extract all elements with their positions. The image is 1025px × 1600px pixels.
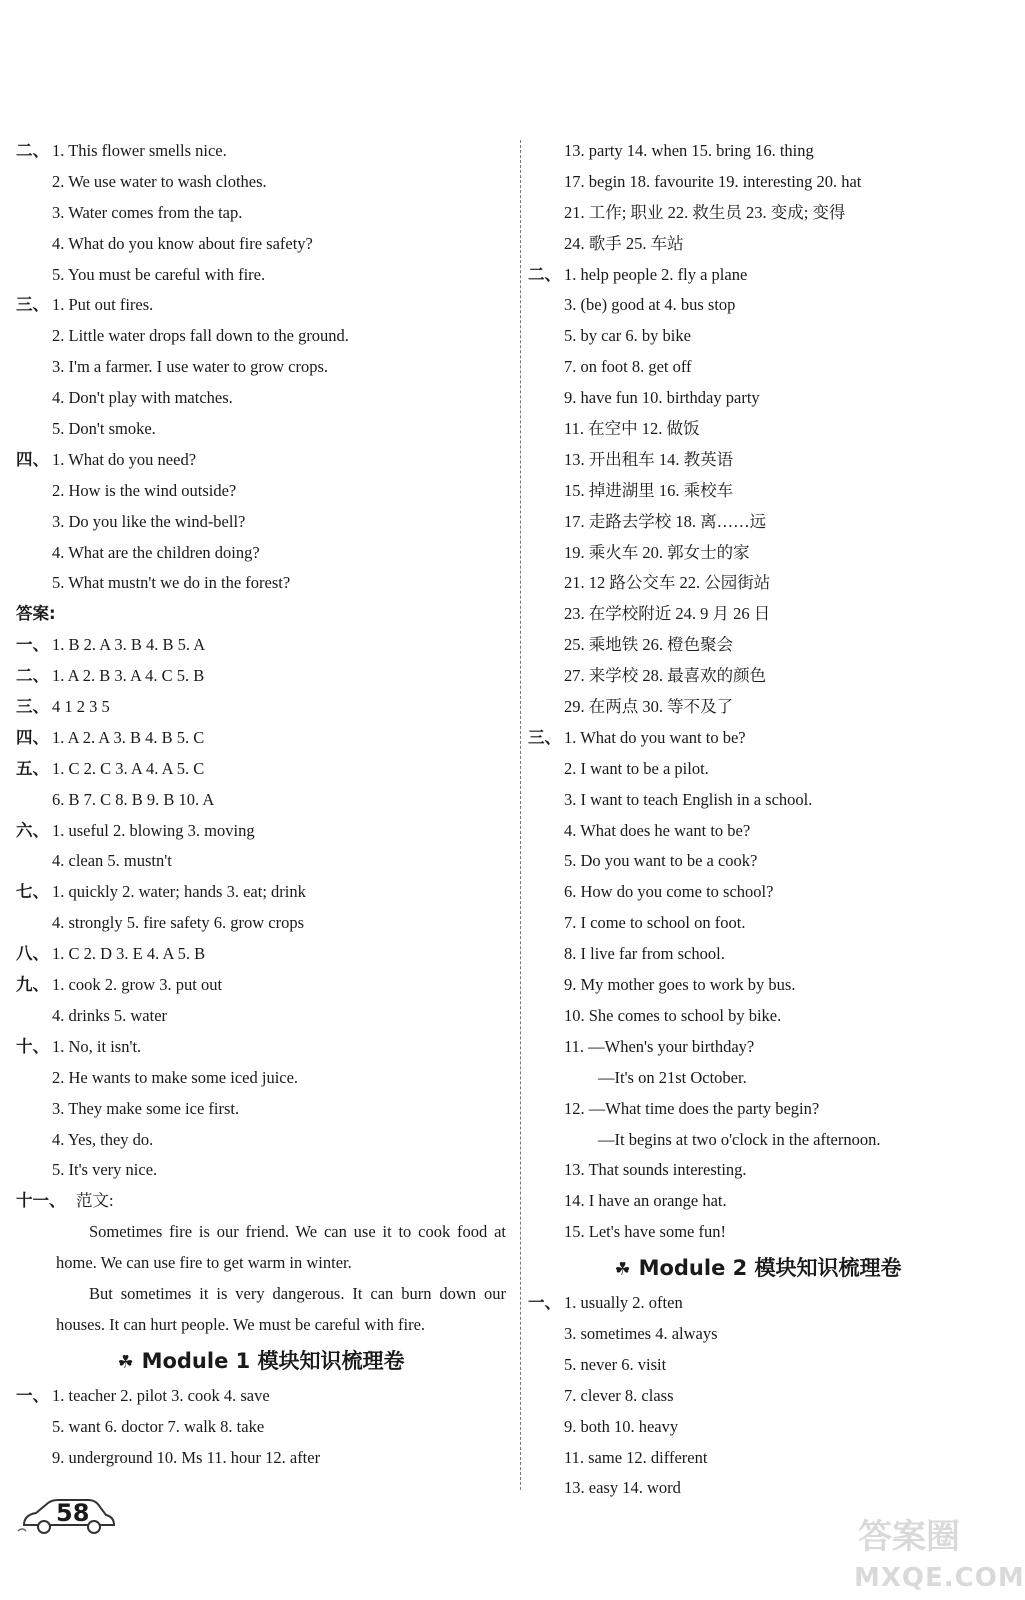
answer-line [16,1001,506,1032]
answer-text: 27. 来学校 28. 最喜欢的颜色 [564,666,767,686]
answer-line [16,1063,506,1094]
answer-text: 23. 在学校附近 24. 9 月 26 日 [564,604,771,624]
answer-line [16,198,506,229]
answer-line [16,723,506,754]
answer-line [16,630,506,661]
answer-line [528,754,988,785]
answer-text: 1. This flower smells nice. [52,141,227,160]
answer-text: 2. How is the wind outside? [52,480,237,500]
answer-line [16,692,506,723]
answer-line [528,290,988,321]
answer-line [528,877,988,908]
essay-paragraph [16,1279,506,1341]
answer-text: 13. 开出租车 14. 教英语 [564,449,734,469]
answer-text: 9. underground 10. Ms 11. hour 12. after [52,1447,321,1467]
answer-text: 1. A 2. A 3. B 4. B 5. C [52,727,205,747]
answer-text: 25. 乘地铁 26. 橙色聚会 [564,635,734,655]
answer-text: 17. 走路去学校 18. 离……远 [564,511,767,531]
answer-text: 5. Don't smoke. [52,419,156,439]
section-marker: 二、 [528,264,561,284]
answer-text: 1. cook 2. grow 3. put out [52,975,223,995]
answer-line [528,1032,988,1063]
answer-text: 1. B 2. A 3. B 4. B 5. A [52,635,206,655]
answer-line [16,260,506,291]
module-title-text: Module 2 模块知识梳理卷 [638,1256,902,1281]
answer-line [528,476,988,507]
answer-line [528,1125,988,1156]
answer-line [528,507,988,538]
answer-text: 1. teacher 2. pilot 3. cook 4. save [52,1385,270,1405]
answer-text: 范文: [76,1191,114,1211]
answer-text: 1. help people 2. fly a plane [564,264,748,284]
answer-line [528,970,988,1001]
answer-text: 1. A 2. B 3. A 4. C 5. B [52,666,205,686]
answer-text: 4. What are the children doing? [52,542,260,562]
section-marker: 四、 [16,449,49,469]
answer-text: 7. I come to school on foot. [564,913,746,933]
answer-line [16,136,506,167]
answer-text: 3. Do you like the wind-bell? [52,511,246,531]
answer-text: 21. 12 路公交车 22. 公园街站 [564,573,771,593]
section-marker: 七、 [16,882,49,902]
answer-line [16,1032,506,1063]
answer-line [528,908,988,939]
answer-text: 24. 歌手 25. 车站 [564,233,684,253]
answer-line [528,198,988,229]
answer-text: 5. never 6. visit [564,1354,667,1374]
answer-line [528,1412,988,1443]
answer-line [528,414,988,445]
answer-text: 9. both 10. heavy [564,1416,679,1436]
answer-line [528,229,988,260]
answer-line [16,816,506,847]
answer-line [16,1412,506,1443]
answer-line [16,939,506,970]
page-number-badge [18,1497,118,1537]
answer-line [16,970,506,1001]
answer-line [16,290,506,321]
answer-line [16,661,506,692]
answer-text: 10. She comes to school by bike. [564,1005,782,1025]
answer-line [528,1001,988,1032]
answer-text: 29. 在两点 30. 等不及了 [564,697,734,717]
answer-text: 3. I'm a farmer. I use water to grow crops. [52,357,329,377]
answer-text: 4. clean 5. mustn't [52,851,172,871]
answer-text: 5. It's very nice. [52,1160,158,1180]
answer-line [528,1288,988,1319]
answer-line [528,816,988,847]
essay-paragraph [16,1217,506,1279]
paw-icon: ☘ [614,1259,631,1281]
answer-line [528,785,988,816]
answer-line [16,908,506,939]
answer-text: 15. Let's have some fun! [564,1222,726,1242]
answer-text: 6. B 7. C 8. B 9. B 10. A [52,789,215,809]
answer-line [16,846,506,877]
answer-text: 5. Do you want to be a cook? [564,851,758,871]
answer-line [16,167,506,198]
module-title [528,1248,988,1288]
answer-line [16,785,506,816]
answer-text: 4. drinks 5. water [52,1005,168,1025]
answer-text: 14. I have an orange hat. [564,1191,727,1211]
answer-text: 9. My mother goes to work by bus. [564,975,796,995]
answer-text: 11. 在空中 12. 做饭 [564,419,700,439]
answer-text: 5. by car 6. by bike [564,326,691,346]
answer-text: 8. I live far from school. [564,944,725,964]
answer-line [16,877,506,908]
answer-text: 7. on foot 8. get off [564,357,692,377]
section-marker: 十一、 [16,1191,66,1211]
section-marker: 二、 [16,141,49,160]
answer-line [16,1381,506,1412]
section-marker: 八、 [16,944,49,964]
answer-line [528,383,988,414]
answer-line [16,321,506,352]
answer-text: 1. Put out fires. [52,295,154,315]
page-number: 58 [56,1499,90,1527]
answer-line [528,1319,988,1350]
answer-text: 9. have fun 10. birthday party [564,388,760,408]
answer-line [528,445,988,476]
section-marker: 九、 [16,975,49,995]
answer-line [528,1094,988,1125]
answer-text: 17. begin 18. favourite 19. interesting 20. hat [564,171,862,191]
answer-line [16,383,506,414]
answer-line [16,1125,506,1156]
answer-line [528,661,988,692]
answer-text: 3. (be) good at 4. bus stop [564,295,736,315]
answer-text: 4. Yes, they do. [52,1129,154,1149]
essay-text: Sometimes fire is our friend. We can use it to cook food at home. We can use fire to get warm in winter. [56,1222,506,1273]
answer-text: 3. Water comes from the tap. [52,202,243,222]
answer-line [16,1094,506,1125]
answer-text: 1. useful 2. blowing 3. moving [52,820,255,840]
answer-line [528,1381,988,1412]
answer-text: 2. We use water to wash clothes. [52,171,267,191]
section-marker: 一、 [16,635,49,655]
answer-text: 3. They make some ice first. [52,1098,240,1118]
answer-text: 1. No, it isn't. [52,1036,142,1056]
answer-line [528,630,988,661]
answer-text: 2. I want to be a pilot. [564,758,709,778]
answer-line [528,1350,988,1381]
answer-line [528,136,988,167]
answer-text: 1. What do you need? [52,449,197,469]
essay-text: But sometimes it is very dangerous. It can burn down our houses. It can hurt people. We must be careful with fire. [56,1283,506,1334]
section-marker: 三、 [16,697,49,717]
answer-text: 4. Don't play with matches. [52,388,233,408]
answer-text: 4. What does he want to be? [564,820,751,840]
answer-line [16,538,506,569]
answer-line [16,507,506,538]
answer-text: 1. usually 2. often [564,1293,683,1313]
answer-line [16,414,506,445]
answer-line [528,1155,988,1186]
right-column [528,136,988,1504]
section-marker: 一、 [528,1293,561,1313]
answer-line [528,568,988,599]
answer-text: 1. C 2. C 3. A 4. A 5. C [52,758,205,778]
answer-line [16,568,506,599]
paw-icon: ☘ [117,1351,134,1373]
answer-text: 13. That sounds interesting. [564,1160,747,1180]
answer-text: 7. clever 8. class [564,1385,674,1405]
answer-text: 2. He wants to make some iced juice. [52,1067,299,1087]
answer-line [16,1155,506,1186]
section-marker: 十、 [16,1036,49,1056]
module-title-text: Module 1 模块知识梳理卷 [141,1348,405,1373]
answer-line [528,167,988,198]
answer-text: 4 1 2 3 5 [52,697,110,717]
watermark-url: MXQE.COM [854,1563,1025,1593]
section-marker: 四、 [16,727,49,747]
answer-line [528,939,988,970]
answer-line [528,260,988,291]
module-title [16,1341,506,1381]
answer-line [528,538,988,569]
answer-line [528,1063,988,1094]
answer-text: 1. quickly 2. water; hands 3. eat; drink [52,882,306,902]
answer-text: 5. want 6. doctor 7. walk 8. take [52,1416,265,1436]
answer-line [528,321,988,352]
answer-text: 21. 工作; 职业 22. 救生员 23. 变成; 变得 [564,202,846,222]
answer-text: 4. What do you know about fire safety? [52,233,313,253]
answer-line [16,229,506,260]
section-marker: 二、 [16,666,49,686]
answer-line [16,476,506,507]
answer-text: 12. —What time does the party begin? [564,1098,820,1118]
answer-text: 6. How do you come to school? [564,882,774,902]
answer-line [528,692,988,723]
answer-text: 13. party 14. when 15. bring 16. thing [564,141,814,160]
section-marker: 一、 [16,1385,49,1405]
answer-line [528,1443,988,1474]
answer-line [528,1217,988,1248]
answer-line [528,846,988,877]
answer-text: —It begins at two o'clock in the afternoon. [598,1129,881,1149]
section-marker: 三、 [528,727,561,747]
answer-line [528,723,988,754]
answer-text: 13. easy 14. word [564,1478,681,1498]
section-marker: 五、 [16,758,49,778]
answer-text: 4. strongly 5. fire safety 6. grow crops [52,913,305,933]
answer-text: 15. 掉进湖里 16. 乘校车 [564,480,734,500]
answer-line [16,1443,506,1474]
column-divider [520,140,521,1490]
answer-text: 11. same 12. different [564,1447,708,1467]
answer-line [16,1186,506,1217]
left-column [16,136,506,1473]
answer-text: 5. What mustn't we do in the forest? [52,573,291,593]
answer-line [16,445,506,476]
answer-text: 1. C 2. D 3. E 4. A 5. B [52,944,206,964]
answer-line [16,754,506,785]
answer-text: 3. sometimes 4. always [564,1323,718,1343]
answer-line [528,352,988,383]
answer-line [528,1473,988,1504]
answer-line [528,599,988,630]
answer-text: 19. 乘火车 20. 郭女士的家 [564,542,750,562]
answer-text: 2. Little water drops fall down to the ground. [52,326,349,346]
answer-line [16,352,506,383]
answer-text: 3. I want to teach English in a school. [564,789,813,809]
section-marker: 三、 [16,295,49,315]
section-marker: 六、 [16,820,49,840]
watermark-cn: 答案圈 [858,1517,960,1557]
answers-heading: 答案: [16,604,56,624]
answer-line [528,1186,988,1217]
answer-text: 1. What do you want to be? [564,727,746,747]
answer-text: 5. You must be careful with fire. [52,264,266,284]
answer-text: —It's on 21st October. [598,1067,747,1087]
answer-text: 11. —When's your birthday? [564,1036,755,1056]
watermark-logo [852,1505,1025,1595]
